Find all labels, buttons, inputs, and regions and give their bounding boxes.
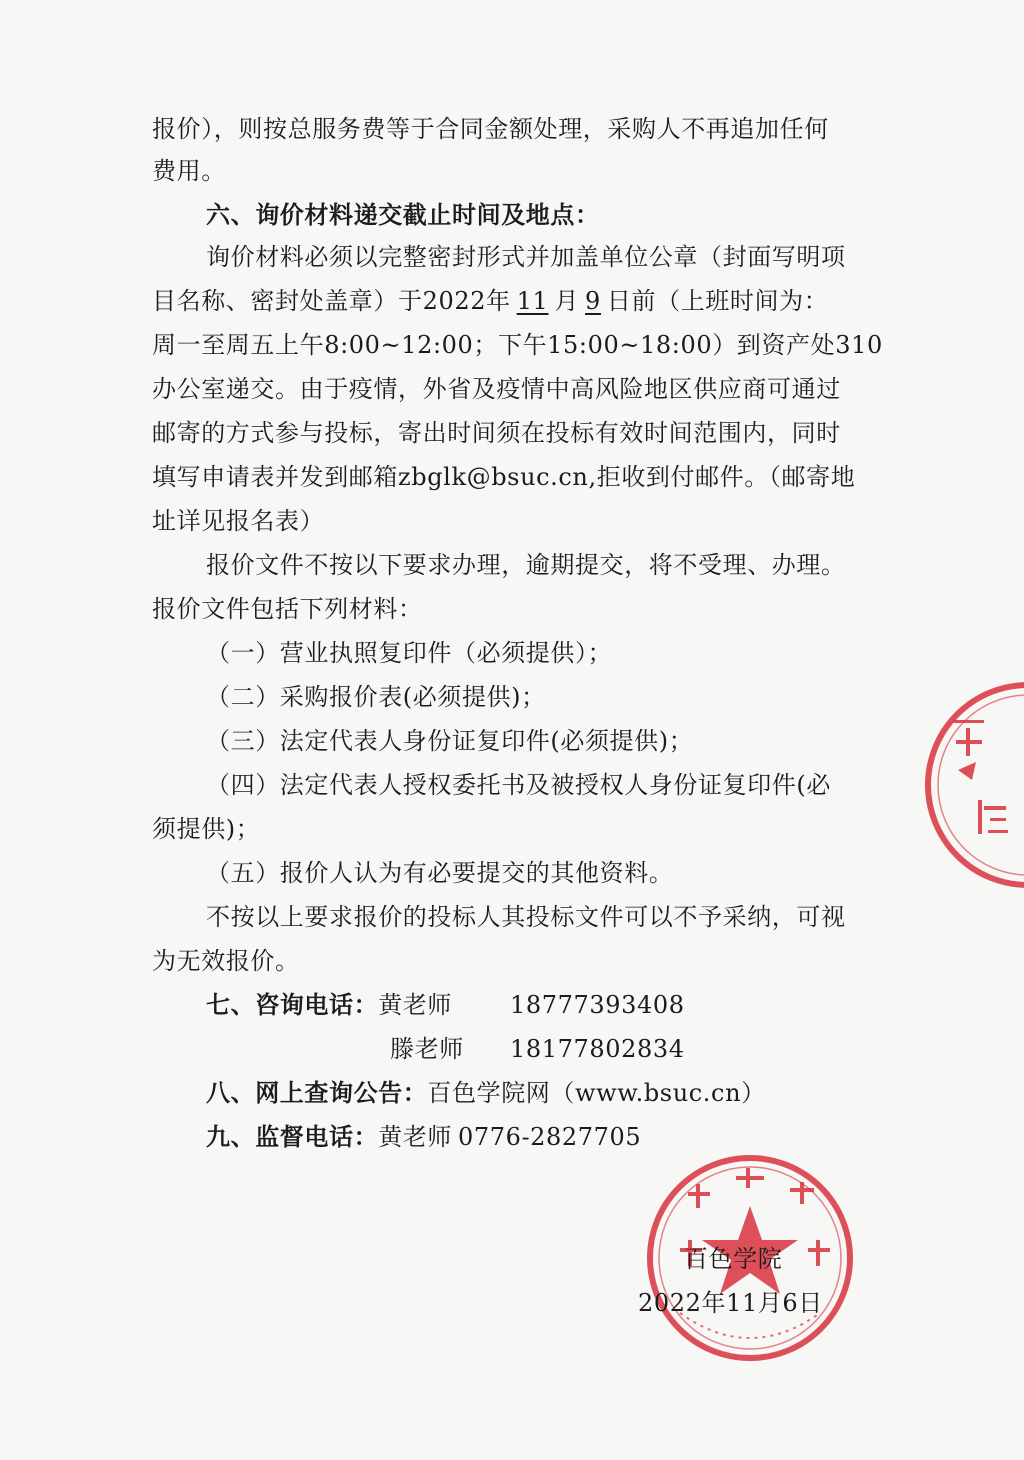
online-line <box>206 1078 766 1108</box>
contact-person: 黄老师 <box>378 991 453 1019</box>
body-line: 报价），则按总服务费等于合同金额处理，采购人不再追加任何 <box>152 115 829 143</box>
list-item: （一）营业执照复印件（必须提供）； <box>206 639 613 667</box>
list-item: （四）法定代表人授权委托书及被授权人身份证复印件(必 <box>206 771 831 799</box>
list-item: （五）报价人认为有必要提交的其他资料。 <box>206 859 674 887</box>
body-line: 填写申请表并发到邮箱zbglk@bsuc.cn,拒收到付邮件。（邮寄地 <box>152 463 856 491</box>
signature-org: 百色学院 <box>684 1245 783 1273</box>
list-item-continued: 须提供)； <box>152 815 261 843</box>
body-line: 周一至周五上午8:00~12:00；下午15:00~18:00）到资产处310 <box>152 331 883 359</box>
body-line: 报价文件不按以下要求办理，逾期提交，将不受理、办理。 <box>206 551 846 579</box>
contact-phone: 18777393408 <box>510 991 685 1019</box>
list-item: （二）采购报价表(必须提供)； <box>206 683 546 711</box>
supervision-person: 黄老师 <box>378 1123 453 1151</box>
deadline-suffix: 日前（上班时间为： <box>606 287 829 315</box>
body-line: 址详见报名表） <box>152 507 325 535</box>
contact-line-1 <box>206 990 452 1020</box>
partial-seal-stamp <box>920 680 1024 890</box>
body-line: 询价材料必须以完整密封形式并加盖单位公章（封面写明项 <box>206 243 846 271</box>
contact-heading: 七、咨询电话： <box>206 990 379 1019</box>
body-line: 不按以上要求报价的投标人其投标文件可以不予采纳，可视 <box>206 903 846 931</box>
body-line: 为无效报价。 <box>152 947 300 975</box>
signature-date: 2022年11月6日 <box>638 1289 823 1317</box>
body-line: 报价文件包括下列材料： <box>152 595 423 623</box>
deadline-month: 11 <box>516 287 549 315</box>
body-line: 办公室递交。由于疫情，外省及疫情中高风险地区供应商可通过 <box>152 375 841 403</box>
supervision-line <box>206 1122 452 1152</box>
deadline-prefix: 目名称、密封处盖章）于2022年 <box>152 287 511 315</box>
contact-phone: 18177802834 <box>510 1035 685 1063</box>
deadline-month-unit: 月 <box>554 287 580 315</box>
deadline-line <box>152 286 828 316</box>
deadline-day: 9 <box>585 287 601 315</box>
body-line: 费用。 <box>152 157 226 185</box>
supervision-heading: 九、监督电话： <box>206 1122 379 1151</box>
supervision-phone: 0776-2827705 <box>458 1123 642 1151</box>
contact-person: 滕老师 <box>390 1035 464 1063</box>
body-line: 邮寄的方式参与投标，寄出时间须在投标有效时间范围内，同时 <box>152 419 841 447</box>
online-value: 百色学院网（www.bsuc.cn） <box>427 1079 766 1107</box>
list-item: （三）法定代表人身份证复印件(必须提供)； <box>206 727 694 755</box>
online-heading: 八、网上查询公告： <box>206 1078 428 1107</box>
section-heading-6: 六、询价材料递交截止时间及地点： <box>206 200 600 229</box>
